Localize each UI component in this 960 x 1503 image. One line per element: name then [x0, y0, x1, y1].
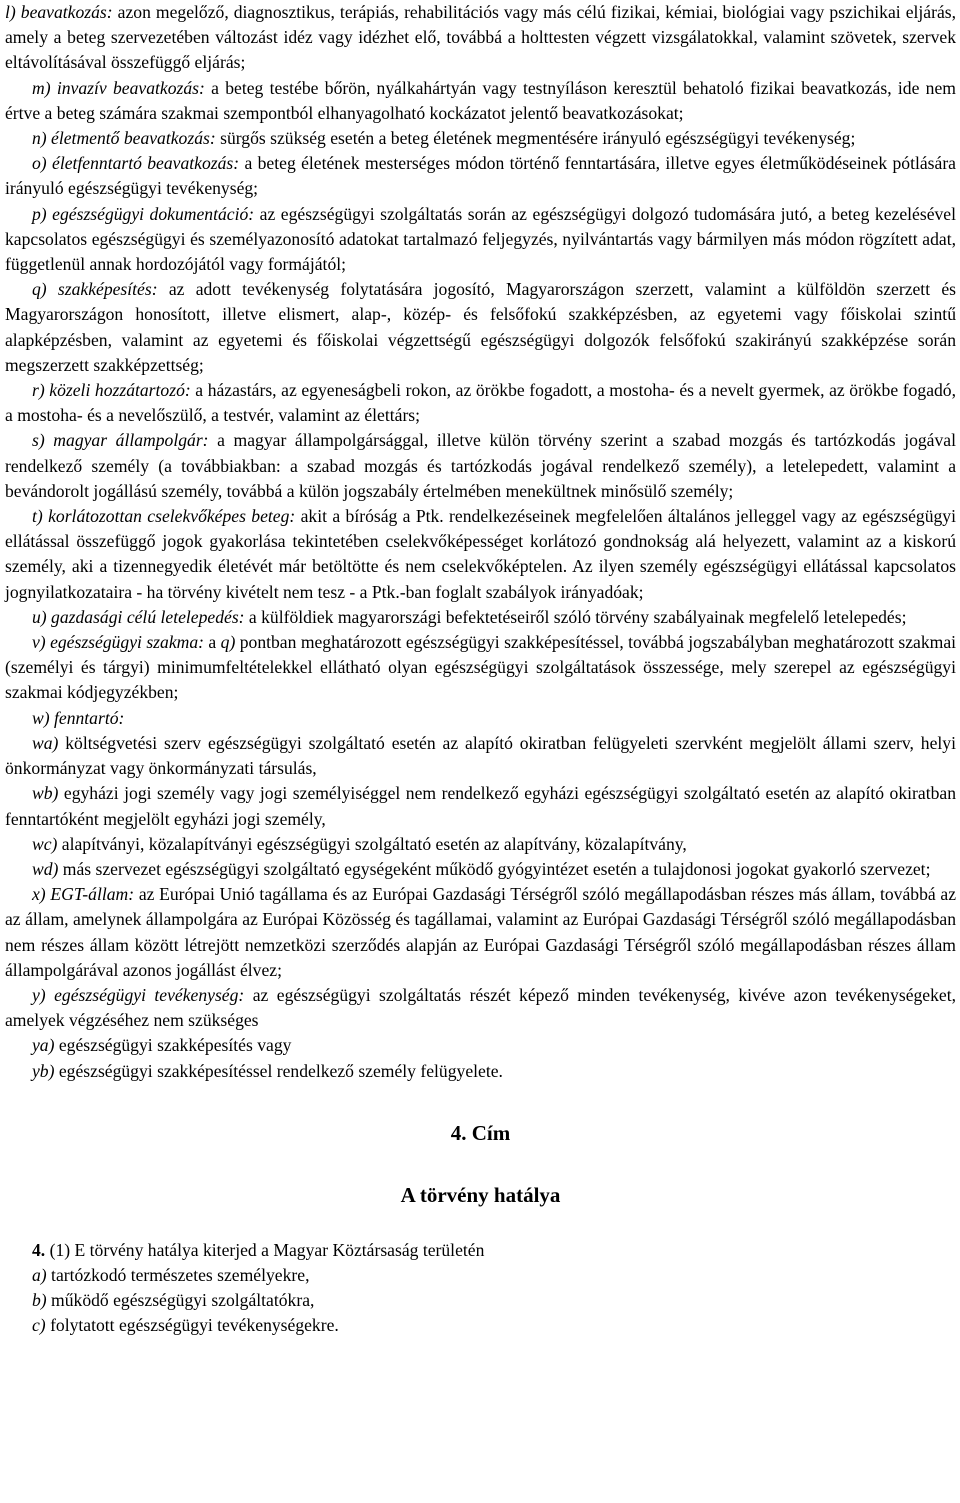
- definition-yb: [5, 1059, 956, 1084]
- definition-text: alapítványi, közalapítványi egészségügyi szolgáltató esetén az alapítvány, közalapítvány,: [57, 833, 687, 854]
- definition-m: [5, 76, 956, 126]
- definition-text: a beteg testébe bőrön, nyálkahártyán vagy testnyíláson keresztül behatoló fizikai beavatkozás, ide nem értve a beteg számára szakmai szempontból elhanyagolható kockázatot jelentő beavatkozásokat;: [5, 77, 956, 123]
- definition-term: q) szakképesítés:: [32, 279, 158, 300]
- definition-r: [5, 378, 956, 428]
- definition-text: az Európai Unió tagállama és az Európai Gazdasági Térségről szóló megállapodásban részes más állam, továbbá az az állam, amelynek állampolgára az Európai Közösség és tagállamai, valamint az Európai Gazdasági Térségről szóló megállapodásban nem részes állam között létrejött nemzetközi szerződés alapján az Európai Gazdasági Térségről szóló megállapodásban részes állam állampolgárával azonos jogállást élvez;: [5, 884, 957, 980]
- definition-text: költségvetési szerv egészségügyi szolgáltató esetén az alapító okiratban felügyeleti szervként megjelölt állami szerv, helyi önkormányzat vagy önkormányzati társulás,: [5, 732, 956, 779]
- definition-wd: [5, 857, 956, 882]
- definition-wa: [5, 731, 956, 781]
- definition-term: p) egészségügyi dokumentáció:: [32, 203, 255, 224]
- definition-l: [5, 0, 956, 76]
- definition-term: x) EGT-állam:: [32, 884, 135, 905]
- definition-term: wa): [32, 732, 59, 753]
- definition-term: v) egészségügyi szakma:: [32, 632, 205, 653]
- subitem-text: folytatott egészségügyi tevékenységekre.: [45, 1315, 339, 1336]
- definition-text: más szervezet egészségügyi szolgáltató egységeként működő gyógyintézet esetén a tulajdonosi jogokat gyakorló szervezet;: [58, 858, 931, 879]
- definition-term: y) egészségügyi tevékenység:: [32, 984, 245, 1005]
- definition-text: a: [204, 632, 221, 653]
- definition-text: a beteg életének mesterséges módon történő fenntartására, illetve egyes életműködéseinek pótlására irányuló egészségügyi tevékenység;: [5, 153, 956, 199]
- definition-term: t) korlátozottan cselekvőképes beteg:: [32, 506, 296, 527]
- definition-term: wd): [32, 858, 59, 879]
- definition-term: m) invazív beavatkozás:: [32, 77, 205, 98]
- definition-text: egészségügyi szakképesítés vagy: [54, 1035, 292, 1056]
- definition-text: a külföldiek magyarországi befektetéseiről szóló törvény szabályainak megfelelő letelepedés;: [244, 606, 907, 627]
- section-number: 4.: [32, 1239, 46, 1260]
- definition-wc: [5, 832, 956, 857]
- definition-w: [5, 706, 956, 731]
- definition-s: [5, 428, 956, 504]
- definition-text: akit a bíróság a Ptk. rendelkezéseinek megfelelően általános jelleggel vagy az egészségügyi ellátással összefüggő jogok gyakorlása tekintetében cselekvőképességet korlátozó gondnokság alá helyezett, valamint az a kiskorú személy, aki a tizennegyedik életévét már betöltötte és nem cselekvőképtelen. Az ilyen személy egészségügyi ellátással kapcsolatos jognyilatkozataira - ha törvény kivételt nem tesz - a Ptk.-ban foglalt szabályok irányadóak;: [5, 506, 956, 602]
- subitem-label: b): [32, 1290, 47, 1311]
- chapter-number: 4. Cím: [450, 1120, 511, 1145]
- definition-reference: q): [220, 632, 236, 653]
- definition-wb: [5, 781, 956, 831]
- definition-term: wb): [32, 783, 59, 804]
- document-body: [5, 0, 956, 1339]
- definition-q: [5, 277, 956, 378]
- definition-v: [5, 630, 956, 706]
- definition-ya: [5, 1033, 956, 1058]
- subitem-text: tartózkodó természetes személyekre,: [46, 1264, 310, 1285]
- definition-term: r) közeli hozzátartozó:: [32, 380, 191, 401]
- definition-y: [5, 983, 956, 1033]
- definition-term: n) életmentő beavatkozás:: [32, 128, 216, 149]
- definition-term: ya): [32, 1035, 55, 1056]
- definition-term: l) beavatkozás:: [5, 2, 113, 22]
- definition-text: egészségügyi szakképesítéssel rendelkező személy felügyelete.: [54, 1060, 503, 1081]
- definition-u: [5, 605, 956, 630]
- subitem-text: működő egészségügyi szolgáltatókra,: [46, 1290, 315, 1311]
- definition-text: az adott tevékenység folytatására jogosító, Magyarországon szerzett, valamint a külföldön szerzett és Magyarországon honosított, illetve elismert, alap-, közép- és felsőfokú szakképzésben, az egyetemi vagy főiskolai szintű alapképzésben, valamint az egyetemi és főiskolai végzettségű egészségügyi dolgozók felsőfokú szakirányú szakképzése során megszerzett szakképzettség;: [5, 279, 956, 375]
- definition-o: [5, 151, 956, 201]
- section-subitem-c: [5, 1313, 956, 1338]
- subitem-label: c): [32, 1315, 46, 1336]
- section-4-intro: [5, 1238, 956, 1263]
- subitem-label: a): [32, 1264, 47, 1285]
- definition-text: a házastárs, az egyeneságbeli rokon, az örökbe fogadott, a mostoha- és a nevelt gyermek, az örökbe fogadó, a mostoha- és a nevelőszülő, a testvér, valamint az élettárs;: [5, 380, 956, 426]
- chapter-title: A törvény hatálya: [400, 1182, 561, 1207]
- definition-n: [5, 126, 956, 151]
- definition-text: azon megelőző, diagnosztikus, terápiás, rehabilitációs vagy más célú fizikai, kémiai, biológiai vagy pszichikai eljárás, amely a beteg szervezetében változást idéz vagy idézhet elő, továbbá a holttesten végzett vizsgálatokkal, valamint szövetek, szervek eltávolításával összefüggő eljárás;: [5, 2, 956, 73]
- definition-term: w) fenntartó:: [32, 707, 125, 728]
- definition-x: [5, 882, 956, 983]
- section-subitem-a: [5, 1263, 956, 1288]
- definition-text: pontban meghatározott egészségügyi szakképesítéssel, továbbá jogszabályban meghatározott szakmai (személyi és tárgyi) minimumfeltételekkel ellátható olyan egészségügyi szolgáltatások összessége, mely szerepel az egészségügyi szakmai kódjegyzékben;: [5, 632, 957, 703]
- definition-term: u) gazdasági célú letelepedés:: [32, 606, 245, 627]
- definition-text: az egészségügyi szolgáltatás részét képező minden tevékenység, kivéve azon tevékenységeket, amelyek végzéséhez nem szükséges: [5, 984, 956, 1031]
- definition-text: a magyar állampolgársággal, illetve külön törvény szerint a szabad mozgás és tartózkodás jogával rendelkező személy (a továbbiakban: a szabad mozgás és tartózkodás jogával rendelkező személy), a letelepedett, valamint a bevándorolt jogállású személy, továbbá a külön jogszabály értelmében menekültnek minősülő személy;: [5, 430, 956, 501]
- definition-text: az egészségügyi szolgáltatás során az egészségügyi dolgozó tudomására jutó, a beteg kezelésével kapcsolatos egészségügyi és személyazonosító adatokat tartalmazó feljegyzés, nyilvántartás vagy bármilyen más módon rögzített adat, függetlenül annak hordozójától vagy formájától;: [5, 203, 956, 275]
- definition-text: egyházi jogi személy vagy jogi személyiséggel nem rendelkező egyházi egészségügyi szolgáltató esetén az alapító okiratban fenntartóként megjelölt egyházi jogi személy,: [5, 783, 956, 829]
- definition-t: [5, 504, 956, 605]
- definition-term: yb): [32, 1060, 55, 1081]
- definition-term: wc): [32, 833, 58, 854]
- definition-text: sürgős szükség esetén a beteg életének megmentésére irányuló egészségügyi tevékenység;: [215, 128, 856, 149]
- section-subitem-b: [5, 1288, 956, 1313]
- section-text: (1) E törvény hatálya kiterjed a Magyar Köztársaság területén: [45, 1239, 485, 1260]
- definition-term: s) magyar állampolgár:: [32, 430, 209, 451]
- definition-term: o) életfenntartó beavatkozás:: [32, 153, 240, 174]
- definition-p: [5, 202, 956, 278]
